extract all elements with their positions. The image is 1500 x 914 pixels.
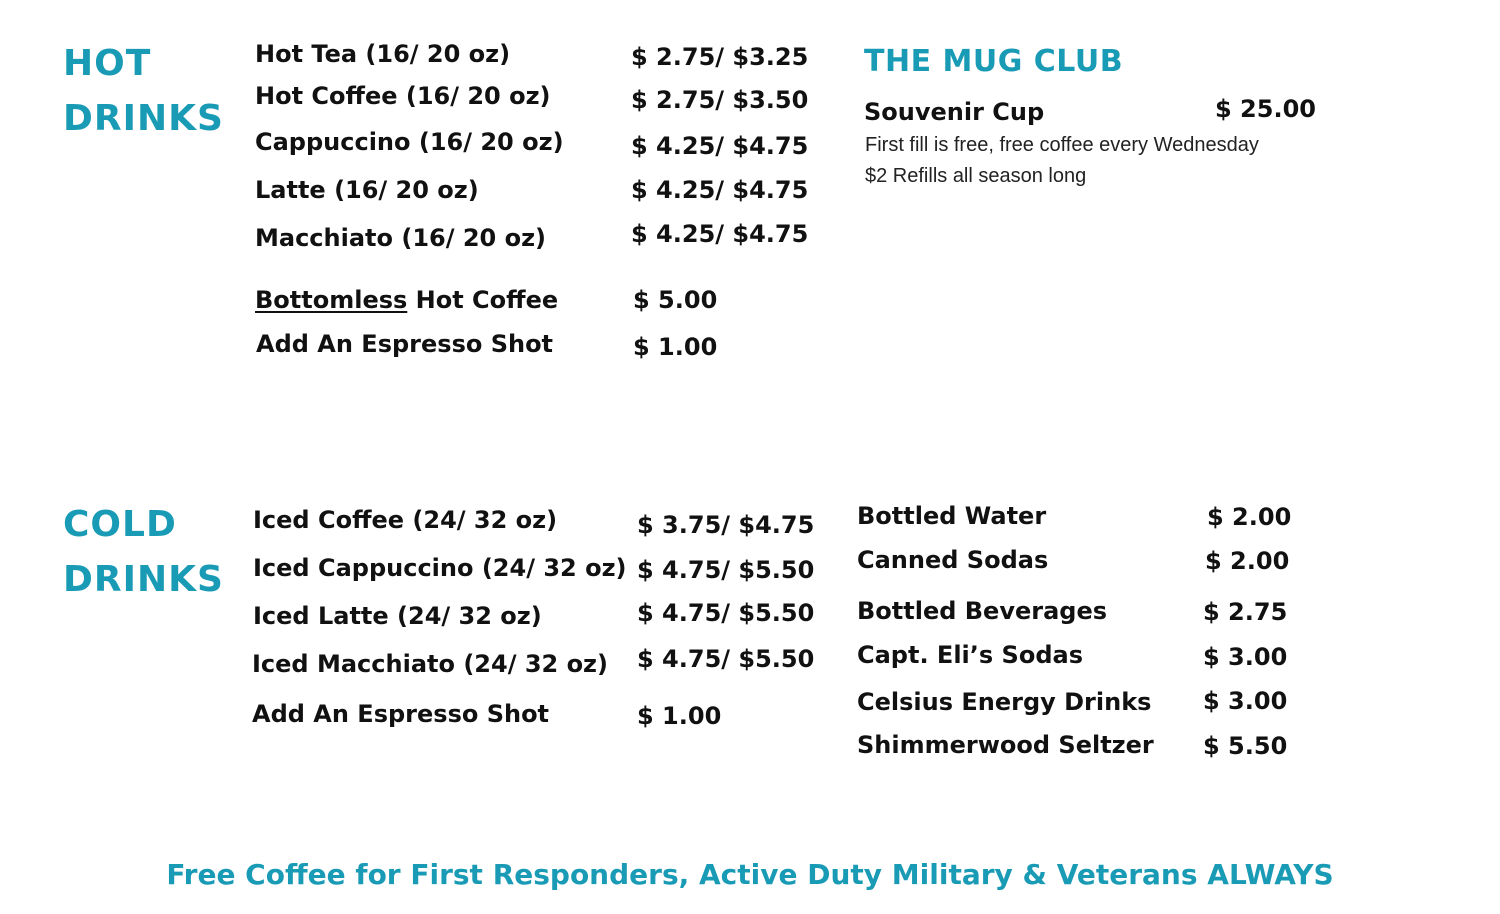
menu-item-name: Add An Espresso Shot (252, 700, 550, 728)
menu-item-price: $ 3.00 (1203, 687, 1288, 715)
mug-club-note: First fill is free, free coffee every Wednesday (865, 134, 1259, 156)
menu-item-name: Iced Latte (24/ 32 oz) (253, 602, 542, 630)
menu-item-price: $ 4.25/ $4.75 (631, 132, 809, 160)
menu-item-name: Macchiato (16/ 20 oz) (255, 224, 547, 252)
menu-item-name: Iced Cappuccino (24/ 32 oz) (253, 554, 627, 582)
menu-item-name: Iced Coffee (24/ 32 oz) (253, 506, 558, 534)
menu-item-name: Iced Macchiato (24/ 32 oz) (252, 650, 608, 678)
mug-club-note: $2 Refills all season long (865, 165, 1087, 187)
menu-item-name: Bottled Water (857, 502, 1047, 530)
mug-club-heading: THE MUG CLUB (864, 44, 1124, 79)
menu-item-price: $ 5.00 (633, 286, 718, 314)
menu-item-name: Bottled Beverages (857, 597, 1108, 625)
menu-item-name: Capt. Eli’s Sodas (857, 641, 1083, 669)
menu-item-price: $ 5.50 (1203, 732, 1288, 760)
menu-item-price: $ 3.00 (1203, 643, 1288, 671)
hot-drinks-heading-line1: HOT (63, 43, 152, 84)
menu-item-price: $ 1.00 (633, 333, 718, 361)
menu-item-price: $ 3.75/ $4.75 (637, 511, 815, 539)
menu-item-name: Hot Tea (16/ 20 oz) (255, 40, 511, 68)
bottomless-label: Bottomless (255, 286, 408, 314)
cold-drinks-heading-line1: COLD (63, 504, 177, 545)
bottomless-coffee-item (255, 288, 558, 312)
bottomless-rest: Hot Coffee (407, 286, 559, 314)
menu-item-price: $ 2.75/ $3.50 (631, 86, 809, 114)
menu-item-name: Shimmerwood Seltzer (857, 731, 1154, 759)
menu-item-price: $ 4.25/ $4.75 (631, 176, 809, 204)
cold-drinks-heading-line2: DRINKS (63, 559, 224, 600)
menu-item-name: Latte (16/ 20 oz) (255, 176, 479, 204)
menu-item-name: Cappuccino (16/ 20 oz) (255, 128, 564, 156)
menu-item-name: Hot Coffee (16/ 20 oz) (255, 82, 551, 110)
footer-banner: Free Coffee for First Responders, Active Duty Military & Veterans ALWAYS (166, 858, 1334, 891)
menu-item-name: Canned Sodas (857, 546, 1049, 574)
menu-item-name: Add An Espresso Shot (256, 330, 554, 358)
menu-item-price: $ 4.75/ $5.50 (637, 556, 815, 584)
menu-item-price: $ 2.75 (1203, 598, 1288, 626)
menu-item-name: Celsius Energy Drinks (857, 688, 1152, 716)
mug-club-price: $ 25.00 (1215, 95, 1316, 123)
menu-item-price: $ 2.75/ $3.25 (631, 43, 809, 71)
menu-item-price: $ 2.00 (1207, 503, 1292, 531)
menu-item-price: $ 4.25/ $4.75 (631, 220, 809, 248)
mug-club-item: Souvenir Cup (864, 98, 1045, 126)
menu-item-price: $ 4.75/ $5.50 (637, 645, 815, 673)
menu-item-price: $ 1.00 (637, 702, 722, 730)
menu-item-price: $ 2.00 (1205, 547, 1290, 575)
menu-item-price: $ 4.75/ $5.50 (637, 599, 815, 627)
hot-drinks-heading-line2: DRINKS (63, 98, 224, 139)
